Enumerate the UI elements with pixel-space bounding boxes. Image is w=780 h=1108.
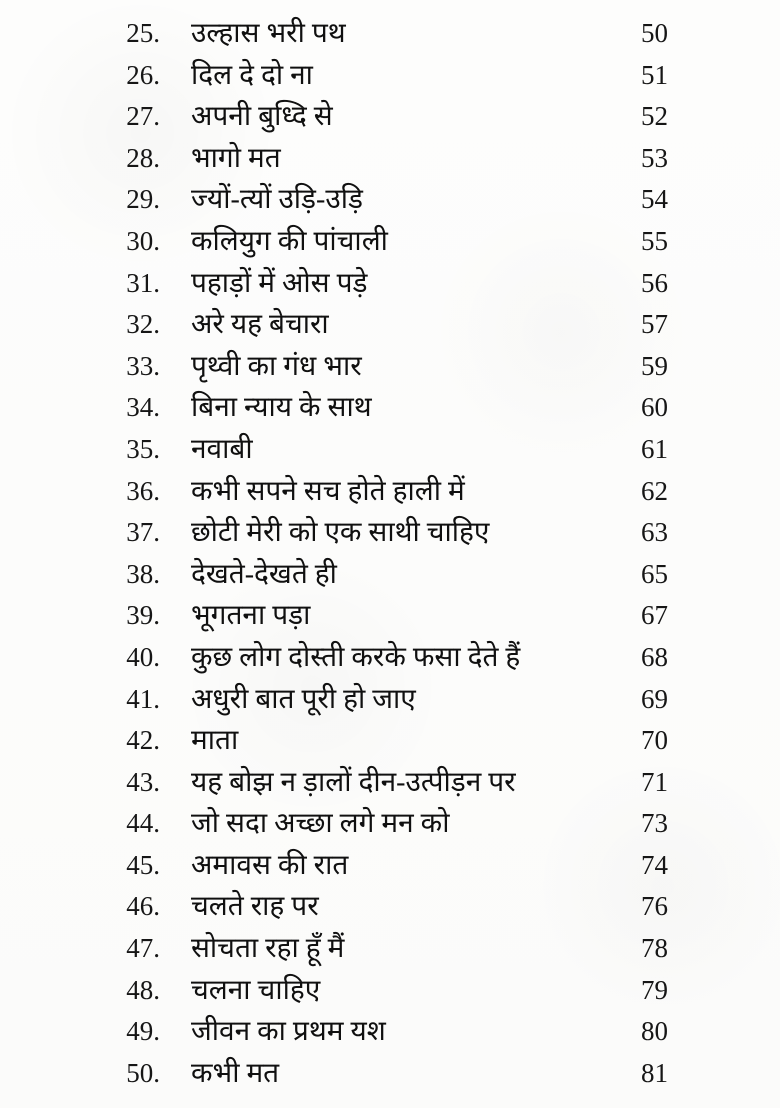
toc-row xyxy=(0,263,780,305)
entry-page: 65 xyxy=(641,558,668,589)
entry-number: 27. xyxy=(126,101,160,132)
toc-row xyxy=(0,928,780,970)
entry-number: 50. xyxy=(126,1057,160,1088)
entry-number: 37. xyxy=(126,517,160,548)
entry-title: ज्यों-त्यों उड़ि-उड़ि xyxy=(191,184,363,216)
entry-number: 40. xyxy=(126,641,160,672)
entry-title: सोचता रहा हूँ मैं xyxy=(191,933,345,965)
entry-page: 68 xyxy=(641,641,668,672)
toc-row xyxy=(0,886,780,928)
entry-number: 26. xyxy=(126,59,160,90)
entry-title: चलना चाहिए xyxy=(191,974,321,1006)
toc-row xyxy=(0,138,780,180)
entry-number: 44. xyxy=(126,808,160,839)
entry-title: यह बोझ न ड़ालों दीन-उत्पीड़न पर xyxy=(191,766,516,798)
entry-page: 79 xyxy=(641,974,668,1005)
entry-page: 59 xyxy=(641,350,668,381)
toc-row xyxy=(0,637,780,679)
entry-number: 47. xyxy=(126,933,160,964)
entry-title: पहाड़ों में ओस पड़े xyxy=(191,267,368,299)
entry-page: 52 xyxy=(641,101,668,132)
toc-row xyxy=(0,471,780,513)
entry-page: 69 xyxy=(641,683,668,714)
entry-number: 31. xyxy=(126,267,160,298)
entry-page: 54 xyxy=(641,184,668,215)
entry-title: अपनी बुध्दि से xyxy=(191,101,333,133)
entry-page: 51 xyxy=(641,59,668,90)
toc-row xyxy=(0,762,780,804)
entry-number: 35. xyxy=(126,433,160,464)
entry-title: दिल दे दो ना xyxy=(191,59,313,91)
entry-title: नवाबी xyxy=(191,433,253,465)
entry-title: कुछ लोग दोस्ती करके फसा देते हैं xyxy=(191,641,521,673)
entry-number: 30. xyxy=(126,225,160,256)
toc-row xyxy=(0,13,780,55)
entry-title: माता xyxy=(191,725,239,757)
table-of-contents xyxy=(0,13,780,1094)
entry-title: जो सदा अच्छा लगे मन को xyxy=(191,808,450,840)
entry-title: अमावस की रात xyxy=(191,849,349,881)
toc-row xyxy=(0,346,780,388)
entry-title: जीवन का प्रथम यश xyxy=(191,1016,386,1048)
entry-page: 63 xyxy=(641,517,668,548)
toc-row xyxy=(0,845,780,887)
entry-title: कभी मत xyxy=(191,1057,280,1089)
entry-page: 78 xyxy=(641,933,668,964)
toc-row xyxy=(0,1053,780,1095)
entry-title: उल्हास भरी पथ xyxy=(191,18,346,49)
entry-page: 53 xyxy=(641,142,668,173)
entry-page: 50 xyxy=(641,18,668,48)
toc-row xyxy=(0,1011,780,1053)
entry-page: 81 xyxy=(641,1057,668,1088)
entry-page: 73 xyxy=(641,808,668,839)
entry-page: 67 xyxy=(641,600,668,631)
entry-number: 48. xyxy=(126,974,160,1005)
entry-page: 61 xyxy=(641,433,668,464)
entry-title: पृथ्वी का गंध भार xyxy=(191,350,362,382)
entry-page: 55 xyxy=(641,225,668,256)
entry-title: भागो मत xyxy=(191,142,281,174)
entry-number: 29. xyxy=(126,184,160,215)
entry-page: 74 xyxy=(641,849,668,880)
entry-number: 43. xyxy=(126,766,160,797)
entry-page: 71 xyxy=(641,766,668,797)
entry-number: 32. xyxy=(126,309,160,340)
entry-page: 62 xyxy=(641,475,668,506)
entry-number: 25. xyxy=(126,18,160,48)
toc-row xyxy=(0,512,780,554)
toc-row xyxy=(0,304,780,346)
entry-number: 42. xyxy=(126,725,160,756)
toc-row xyxy=(0,429,780,471)
entry-title: बिना न्याय के साथ xyxy=(191,392,372,424)
entry-number: 28. xyxy=(126,142,160,173)
entry-page: 70 xyxy=(641,725,668,756)
toc-row xyxy=(0,803,780,845)
entry-number: 38. xyxy=(126,558,160,589)
entry-number: 49. xyxy=(126,1016,160,1047)
entry-number: 33. xyxy=(126,350,160,381)
toc-row xyxy=(0,720,780,762)
toc-row xyxy=(0,55,780,97)
entry-number: 34. xyxy=(126,392,160,423)
entry-page: 57 xyxy=(641,309,668,340)
entry-title: कभी सपने सच होते हाली में xyxy=(191,475,465,507)
toc-row xyxy=(0,679,780,721)
entry-page: 56 xyxy=(641,267,668,298)
entry-title: भूगतना पड़ा xyxy=(191,600,311,632)
entry-number: 36. xyxy=(126,475,160,506)
entry-title: अधुरी बात पूरी हो जाए xyxy=(191,683,416,715)
toc-row xyxy=(0,595,780,637)
toc-row xyxy=(0,387,780,429)
entry-number: 39. xyxy=(126,600,160,631)
entry-title: चलते राह पर xyxy=(191,891,319,923)
entry-page: 76 xyxy=(641,891,668,922)
entry-title: अरे यह बेचारा xyxy=(191,309,329,341)
entry-title: कलियुग की पांचाली xyxy=(191,225,388,257)
toc-row xyxy=(0,970,780,1012)
toc-row xyxy=(0,221,780,263)
entry-page: 60 xyxy=(641,392,668,423)
entry-page: 80 xyxy=(641,1016,668,1047)
entry-number: 46. xyxy=(126,891,160,922)
entry-number: 45. xyxy=(126,849,160,880)
entry-number: 41. xyxy=(126,683,160,714)
entry-title: देखते-देखते ही xyxy=(191,558,337,590)
toc-row xyxy=(0,96,780,138)
toc-row xyxy=(0,179,780,221)
toc-row xyxy=(0,554,780,596)
entry-title: छोटी मेरी को एक साथी चाहिए xyxy=(191,517,490,549)
